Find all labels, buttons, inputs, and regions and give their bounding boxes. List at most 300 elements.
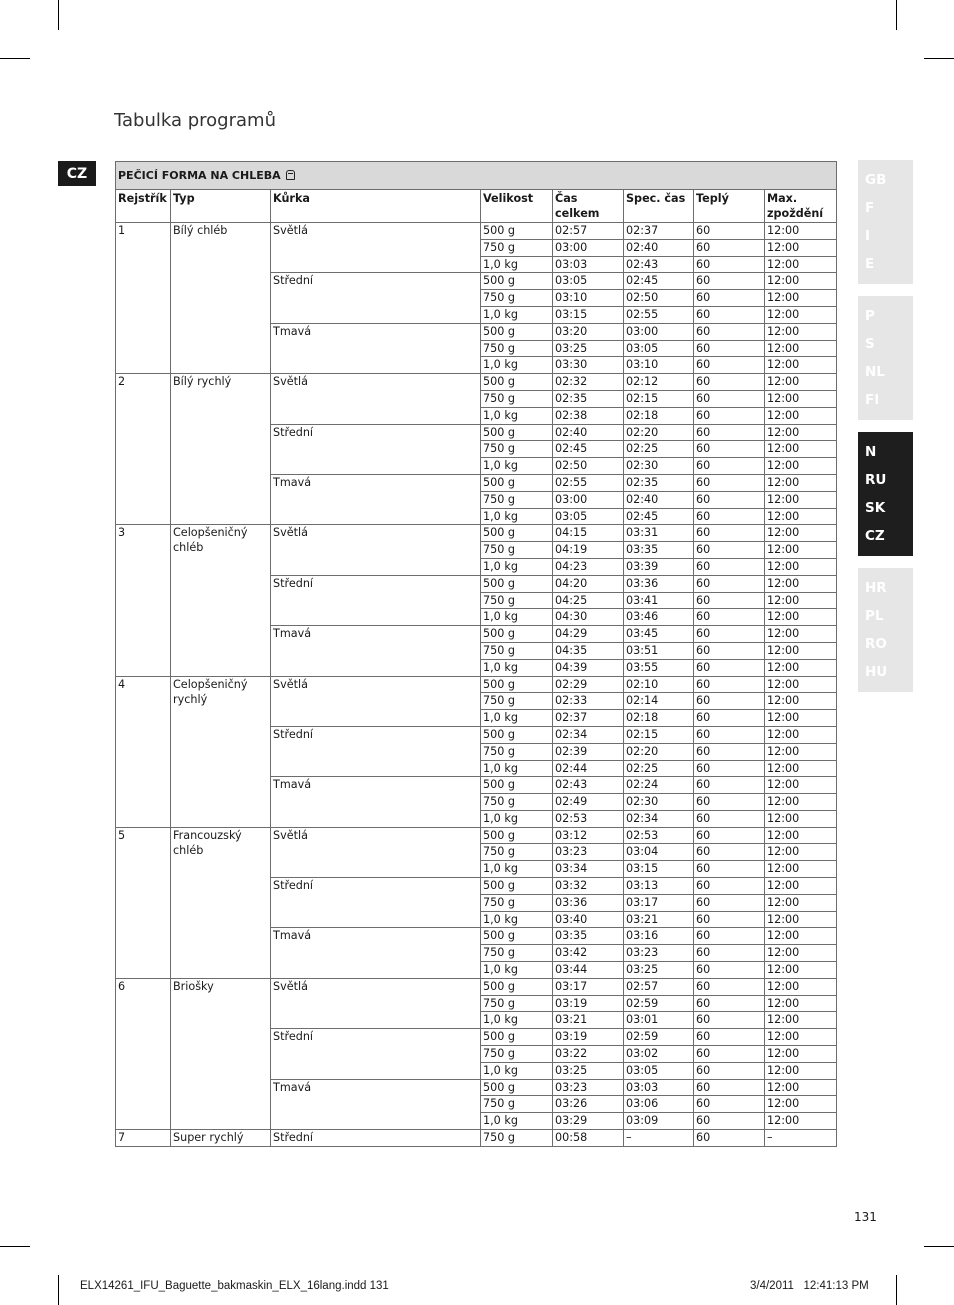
max-delay-cell: 12:00: [765, 1096, 837, 1113]
total-time-cell: 03:23: [553, 1079, 624, 1096]
total-time-cell: 02:37: [553, 710, 624, 727]
total-time-cell: 03:15: [553, 306, 624, 323]
size-cell: 500 g: [481, 878, 553, 895]
max-delay-cell: 12:00: [765, 794, 837, 811]
total-time-cell: 03:23: [553, 844, 624, 861]
total-time-cell: 04:19: [553, 542, 624, 559]
max-delay-cell: 12:00: [765, 1046, 837, 1063]
total-time-cell: 03:35: [553, 928, 624, 945]
size-cell: 500 g: [481, 474, 553, 491]
size-cell: 1,0 kg: [481, 1012, 553, 1029]
max-delay-cell: 12:00: [765, 962, 837, 979]
size-cell: 1,0 kg: [481, 609, 553, 626]
size-cell: 750 g: [481, 995, 553, 1012]
max-delay-cell: 12:00: [765, 558, 837, 575]
size-cell: 500 g: [481, 374, 553, 391]
crop-mark: [0, 58, 30, 59]
max-delay-cell: 12:00: [765, 290, 837, 307]
max-delay-cell: 12:00: [765, 659, 837, 676]
max-delay-cell: 12:00: [765, 424, 837, 441]
special-time-cell: 03:00: [624, 323, 694, 340]
max-delay-cell: 12:00: [765, 861, 837, 878]
warm-cell: 60: [694, 558, 765, 575]
max-delay-cell: 12:00: [765, 474, 837, 491]
warm-cell: 60: [694, 340, 765, 357]
total-time-cell: 03:00: [553, 239, 624, 256]
column-header: Kůrka: [271, 190, 481, 223]
warm-cell: 60: [694, 827, 765, 844]
special-time-cell: 03:09: [624, 1113, 694, 1130]
warm-cell: 60: [694, 458, 765, 475]
size-cell: 500 g: [481, 726, 553, 743]
max-delay-cell: 12:00: [765, 323, 837, 340]
total-time-cell: 04:39: [553, 659, 624, 676]
size-cell: 1,0 kg: [481, 558, 553, 575]
language-tab-hu[interactable]: HU: [865, 664, 888, 680]
table-title-text: PEČICÍ FORMA NA CHLEBA: [118, 169, 281, 182]
max-delay-cell: 12:00: [765, 273, 837, 290]
warm-cell: 60: [694, 659, 765, 676]
size-cell: 750 g: [481, 642, 553, 659]
special-time-cell: 02:20: [624, 424, 694, 441]
size-cell: 750 g: [481, 1096, 553, 1113]
size-cell: 1,0 kg: [481, 407, 553, 424]
language-tab-p[interactable]: P: [865, 308, 875, 324]
total-time-cell: 03:34: [553, 861, 624, 878]
special-time-cell: –: [624, 1130, 694, 1147]
total-time-cell: 04:25: [553, 592, 624, 609]
warm-cell: 60: [694, 592, 765, 609]
table-row: [116, 676, 837, 693]
program-number: 1: [116, 223, 171, 374]
special-time-cell: 03:02: [624, 1046, 694, 1063]
special-time-cell: 03:10: [624, 357, 694, 374]
total-time-cell: 02:40: [553, 424, 624, 441]
crust-type: Světlá: [271, 374, 481, 424]
special-time-cell: 03:13: [624, 878, 694, 895]
special-time-cell: 03:05: [624, 1062, 694, 1079]
total-time-cell: 02:34: [553, 726, 624, 743]
column-header: Velikost: [481, 190, 553, 223]
size-cell: 500 g: [481, 777, 553, 794]
warm-cell: 60: [694, 878, 765, 895]
warm-cell: 60: [694, 441, 765, 458]
special-time-cell: 02:53: [624, 827, 694, 844]
crop-mark: [896, 1275, 897, 1305]
max-delay-cell: 12:00: [765, 525, 837, 542]
crop-mark: [58, 1275, 59, 1305]
crust-type: Střední: [271, 273, 481, 323]
special-time-cell: 02:59: [624, 1029, 694, 1046]
special-time-cell: 03:41: [624, 592, 694, 609]
size-cell: 750 g: [481, 945, 553, 962]
warm-cell: 60: [694, 525, 765, 542]
crop-mark: [58, 0, 59, 30]
language-tab-i[interactable]: I: [865, 228, 871, 244]
total-time-cell: 03:00: [553, 491, 624, 508]
warm-cell: 60: [694, 911, 765, 928]
max-delay-cell: 12:00: [765, 777, 837, 794]
total-time-cell: 03:44: [553, 962, 624, 979]
special-time-cell: 02:15: [624, 390, 694, 407]
warm-cell: 60: [694, 491, 765, 508]
total-time-cell: 03:26: [553, 1096, 624, 1113]
special-time-cell: 03:31: [624, 525, 694, 542]
special-time-cell: 02:30: [624, 794, 694, 811]
size-cell: 750 g: [481, 592, 553, 609]
language-tab-fi[interactable]: FI: [865, 392, 880, 408]
max-delay-cell: 12:00: [765, 1029, 837, 1046]
total-time-cell: 02:44: [553, 760, 624, 777]
size-cell: 750 g: [481, 693, 553, 710]
max-delay-cell: 12:00: [765, 306, 837, 323]
max-delay-cell: 12:00: [765, 1113, 837, 1130]
column-header: Teplý: [694, 190, 765, 223]
program-number: 5: [116, 827, 171, 978]
max-delay-cell: 12:00: [765, 256, 837, 273]
column-header: Max. zpoždění: [765, 190, 837, 223]
warm-cell: 60: [694, 390, 765, 407]
warm-cell: 60: [694, 962, 765, 979]
size-cell: 1,0 kg: [481, 659, 553, 676]
table-row: [116, 978, 837, 995]
max-delay-cell: 12:00: [765, 491, 837, 508]
total-time-cell: 03:20: [553, 323, 624, 340]
warm-cell: 60: [694, 1079, 765, 1096]
warm-cell: 60: [694, 777, 765, 794]
total-time-cell: 04:30: [553, 609, 624, 626]
total-time-cell: 03:30: [553, 357, 624, 374]
program-number: 3: [116, 525, 171, 676]
size-cell: 750 g: [481, 390, 553, 407]
size-cell: 750 g: [481, 844, 553, 861]
table-row: [116, 827, 837, 844]
total-time-cell: 02:29: [553, 676, 624, 693]
total-time-cell: 02:43: [553, 777, 624, 794]
size-cell: 750 g: [481, 1046, 553, 1063]
language-tab-s[interactable]: S: [865, 336, 875, 352]
warm-cell: 60: [694, 1096, 765, 1113]
total-time-cell: 04:15: [553, 525, 624, 542]
size-cell: 1,0 kg: [481, 861, 553, 878]
column-header: Spec. čas: [624, 190, 694, 223]
column-header: Rejstřík: [116, 190, 171, 223]
language-tab-cz[interactable]: CZ: [865, 528, 885, 544]
crop-mark: [924, 1246, 954, 1247]
max-delay-cell: 12:00: [765, 239, 837, 256]
table-row: [116, 223, 837, 240]
warm-cell: 60: [694, 760, 765, 777]
total-time-cell: 02:45: [553, 441, 624, 458]
warm-cell: 60: [694, 978, 765, 995]
max-delay-cell: 12:00: [765, 592, 837, 609]
language-tab-nl[interactable]: NL: [865, 364, 885, 380]
footer-timestamp: 3/4/2011 12:41:13 PM: [750, 1280, 869, 1292]
size-cell: 500 g: [481, 525, 553, 542]
max-delay-cell: 12:00: [765, 928, 837, 945]
crop-mark: [0, 1246, 30, 1247]
total-time-cell: 02:33: [553, 693, 624, 710]
language-tab-group: [858, 296, 913, 420]
special-time-cell: 02:20: [624, 743, 694, 760]
warm-cell: 60: [694, 256, 765, 273]
total-time-cell: 04:29: [553, 626, 624, 643]
warm-cell: 60: [694, 407, 765, 424]
total-time-cell: 03:36: [553, 894, 624, 911]
size-cell: 500 g: [481, 928, 553, 945]
special-time-cell: 02:43: [624, 256, 694, 273]
page-number: 131: [854, 1210, 877, 1224]
max-delay-cell: 12:00: [765, 626, 837, 643]
footer-file-info: ELX14261_IFU_Baguette_bakmaskin_ELX_16lang.indd 131: [80, 1280, 389, 1292]
warm-cell: 60: [694, 424, 765, 441]
total-time-cell: 02:32: [553, 374, 624, 391]
special-time-cell: 03:25: [624, 962, 694, 979]
total-time-cell: 03:03: [553, 256, 624, 273]
max-delay-cell: 12:00: [765, 743, 837, 760]
warm-cell: 60: [694, 1012, 765, 1029]
language-tab-ru[interactable]: RU: [865, 472, 887, 488]
special-time-cell: 03:46: [624, 609, 694, 626]
language-tab-pl[interactable]: PL: [865, 608, 884, 624]
max-delay-cell: 12:00: [765, 1062, 837, 1079]
max-delay-cell: 12:00: [765, 441, 837, 458]
special-time-cell: 03:55: [624, 659, 694, 676]
bread-pan-icon: [286, 170, 295, 180]
crust-type: Střední: [271, 878, 481, 928]
max-delay-cell: 12:00: [765, 458, 837, 475]
table-title: [116, 162, 837, 190]
warm-cell: 60: [694, 710, 765, 727]
column-header: Čas celkem: [553, 190, 624, 223]
warm-cell: 60: [694, 1113, 765, 1130]
total-time-cell: 00:58: [553, 1130, 624, 1147]
size-cell: 750 g: [481, 743, 553, 760]
language-tab-sk[interactable]: SK: [865, 500, 886, 516]
warm-cell: 60: [694, 609, 765, 626]
special-time-cell: 03:15: [624, 861, 694, 878]
size-cell: 750 g: [481, 290, 553, 307]
max-delay-cell: 12:00: [765, 827, 837, 844]
special-time-cell: 02:57: [624, 978, 694, 995]
total-time-cell: 02:57: [553, 223, 624, 240]
crust-type: Světlá: [271, 827, 481, 877]
size-cell: 750 g: [481, 239, 553, 256]
language-tab-hr[interactable]: HR: [865, 580, 887, 596]
language-tab-group: [858, 160, 913, 284]
column-header: Typ: [171, 190, 271, 223]
special-time-cell: 02:40: [624, 491, 694, 508]
max-delay-cell: 12:00: [765, 407, 837, 424]
max-delay-cell: 12:00: [765, 844, 837, 861]
program-number: 2: [116, 374, 171, 525]
warm-cell: 60: [694, 306, 765, 323]
special-time-cell: 02:25: [624, 760, 694, 777]
total-time-cell: 03:19: [553, 1029, 624, 1046]
size-cell: 500 g: [481, 575, 553, 592]
warm-cell: 60: [694, 810, 765, 827]
special-time-cell: 02:37: [624, 223, 694, 240]
size-cell: 500 g: [481, 223, 553, 240]
special-time-cell: 03:23: [624, 945, 694, 962]
size-cell: 500 g: [481, 827, 553, 844]
total-time-cell: 04:35: [553, 642, 624, 659]
crust-type: Střední: [271, 1130, 481, 1147]
special-time-cell: 02:30: [624, 458, 694, 475]
special-time-cell: 02:10: [624, 676, 694, 693]
total-time-cell: 02:53: [553, 810, 624, 827]
total-time-cell: 03:19: [553, 995, 624, 1012]
size-cell: 500 g: [481, 424, 553, 441]
language-tab-ro[interactable]: RO: [865, 636, 887, 652]
special-time-cell: 02:18: [624, 407, 694, 424]
table-row: [116, 374, 837, 391]
warm-cell: 60: [694, 693, 765, 710]
max-delay-cell: 12:00: [765, 1079, 837, 1096]
total-time-cell: 03:29: [553, 1113, 624, 1130]
size-cell: 1,0 kg: [481, 357, 553, 374]
special-time-cell: 02:59: [624, 995, 694, 1012]
special-time-cell: 03:45: [624, 626, 694, 643]
total-time-cell: 03:32: [553, 878, 624, 895]
max-delay-cell: 12:00: [765, 760, 837, 777]
size-cell: 1,0 kg: [481, 760, 553, 777]
total-time-cell: 04:23: [553, 558, 624, 575]
special-time-cell: 02:40: [624, 239, 694, 256]
program-type: Francouzský chléb: [171, 827, 271, 978]
max-delay-cell: 12:00: [765, 1012, 837, 1029]
size-cell: 1,0 kg: [481, 256, 553, 273]
total-time-cell: 03:25: [553, 340, 624, 357]
warm-cell: 60: [694, 861, 765, 878]
crust-type: Tmavá: [271, 928, 481, 978]
warm-cell: 60: [694, 1062, 765, 1079]
max-delay-cell: 12:00: [765, 575, 837, 592]
special-time-cell: 03:36: [624, 575, 694, 592]
program-table: [115, 161, 837, 1147]
language-tab-gb[interactable]: GB: [865, 172, 887, 188]
page-title: Tabulka programů: [114, 110, 276, 131]
special-time-cell: 03:05: [624, 340, 694, 357]
program-type: Briošky: [171, 978, 271, 1129]
size-cell: 750 g: [481, 441, 553, 458]
program-type: Celopšeničný rychlý: [171, 676, 271, 827]
total-time-cell: 03:12: [553, 827, 624, 844]
crust-type: Světlá: [271, 525, 481, 575]
table-row: [116, 1130, 837, 1147]
size-cell: 1,0 kg: [481, 508, 553, 525]
max-delay-cell: 12:00: [765, 810, 837, 827]
program-number: 6: [116, 978, 171, 1129]
warm-cell: 60: [694, 542, 765, 559]
max-delay-cell: 12:00: [765, 609, 837, 626]
max-delay-cell: 12:00: [765, 508, 837, 525]
size-cell: 500 g: [481, 626, 553, 643]
max-delay-cell: 12:00: [765, 978, 837, 995]
warm-cell: 60: [694, 894, 765, 911]
crust-type: Střední: [271, 424, 481, 474]
max-delay-cell: 12:00: [765, 374, 837, 391]
warm-cell: 60: [694, 474, 765, 491]
special-time-cell: 02:24: [624, 777, 694, 794]
max-delay-cell: 12:00: [765, 878, 837, 895]
max-delay-cell: 12:00: [765, 945, 837, 962]
warm-cell: 60: [694, 575, 765, 592]
total-time-cell: 03:10: [553, 290, 624, 307]
program-type: Super rychlý: [171, 1130, 271, 1147]
crop-mark: [924, 58, 954, 59]
size-cell: 1,0 kg: [481, 962, 553, 979]
language-tab-group: [858, 432, 913, 556]
total-time-cell: 04:20: [553, 575, 624, 592]
size-cell: 1,0 kg: [481, 1113, 553, 1130]
max-delay-cell: 12:00: [765, 542, 837, 559]
crust-type: Tmavá: [271, 323, 481, 373]
size-cell: 500 g: [481, 1029, 553, 1046]
size-cell: 750 g: [481, 542, 553, 559]
crust-type: Střední: [271, 726, 481, 776]
special-time-cell: 02:12: [624, 374, 694, 391]
special-time-cell: 02:14: [624, 693, 694, 710]
size-cell: 1,0 kg: [481, 911, 553, 928]
total-time-cell: 02:49: [553, 794, 624, 811]
special-time-cell: 03:16: [624, 928, 694, 945]
program-type: Bílý chléb: [171, 223, 271, 374]
crust-type: Světlá: [271, 978, 481, 1028]
language-tab-e[interactable]: E: [865, 256, 875, 272]
max-delay-cell: –: [765, 1130, 837, 1147]
program-number: 7: [116, 1130, 171, 1147]
warm-cell: 60: [694, 928, 765, 945]
warm-cell: 60: [694, 223, 765, 240]
max-delay-cell: 12:00: [765, 894, 837, 911]
special-time-cell: 02:34: [624, 810, 694, 827]
warm-cell: 60: [694, 1130, 765, 1147]
total-time-cell: 03:05: [553, 273, 624, 290]
total-time-cell: 03:22: [553, 1046, 624, 1063]
special-time-cell: 03:21: [624, 911, 694, 928]
warm-cell: 60: [694, 743, 765, 760]
max-delay-cell: 12:00: [765, 710, 837, 727]
warm-cell: 60: [694, 676, 765, 693]
language-tab-f[interactable]: F: [865, 200, 875, 216]
program-type: Celopšeničný chléb: [171, 525, 271, 676]
special-time-cell: 02:18: [624, 710, 694, 727]
size-cell: 500 g: [481, 1079, 553, 1096]
special-time-cell: 02:25: [624, 441, 694, 458]
crop-mark: [896, 0, 897, 30]
special-time-cell: 02:35: [624, 474, 694, 491]
warm-cell: 60: [694, 323, 765, 340]
special-time-cell: 03:03: [624, 1079, 694, 1096]
max-delay-cell: 12:00: [765, 995, 837, 1012]
total-time-cell: 02:39: [553, 743, 624, 760]
size-cell: 1,0 kg: [481, 1062, 553, 1079]
crust-type: Tmavá: [271, 626, 481, 676]
warm-cell: 60: [694, 945, 765, 962]
special-time-cell: 02:55: [624, 306, 694, 323]
max-delay-cell: 12:00: [765, 357, 837, 374]
crust-type: Střední: [271, 1029, 481, 1079]
max-delay-cell: 12:00: [765, 642, 837, 659]
warm-cell: 60: [694, 357, 765, 374]
warm-cell: 60: [694, 726, 765, 743]
language-tab-n[interactable]: N: [865, 444, 877, 460]
total-time-cell: 03:05: [553, 508, 624, 525]
warm-cell: 60: [694, 626, 765, 643]
warm-cell: 60: [694, 642, 765, 659]
warm-cell: 60: [694, 508, 765, 525]
